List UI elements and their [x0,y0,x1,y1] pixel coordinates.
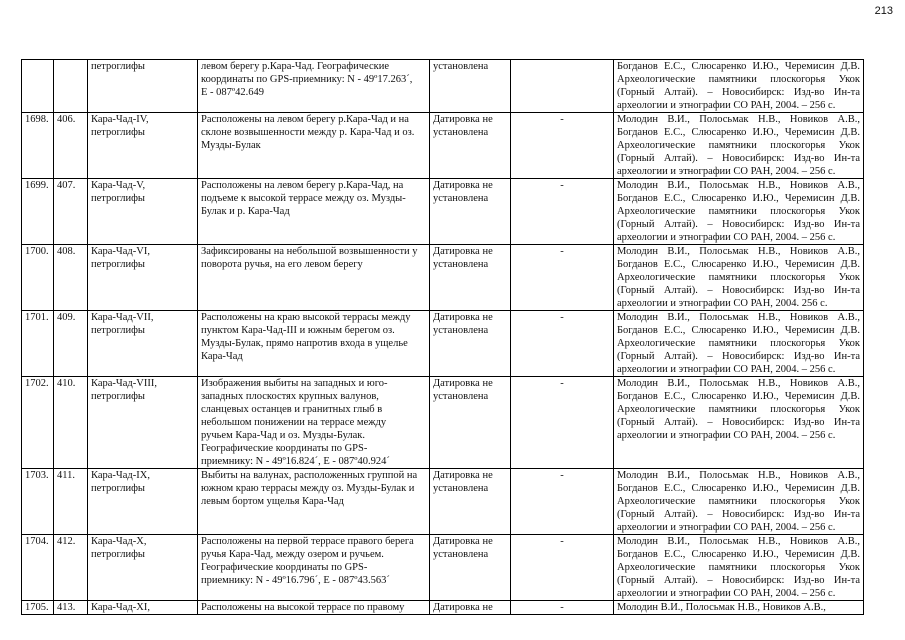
table-row [22,60,864,113]
reference-cell [614,113,864,179]
cell-text-line: Богданов Е.С., Слюсаренко И.Ю., Черемисин Д.В. [617,61,860,72]
cell-text-line: координаты по GPS-приемнику: N - 49º17.263´, [201,74,413,85]
table-row [22,179,864,245]
cell-text-line: Кара-Чад-VI, [91,246,150,257]
cell-text-line: приемнику: N - 49º16.824´, E - 087º40.924´ [201,456,390,467]
cell-text: 409. [57,312,76,323]
dating-cell [430,601,511,615]
dating-cell [430,469,511,535]
cell-text-line: Датировка не [433,536,493,547]
cell-text: - [560,536,564,547]
monument-name-cell [88,60,198,113]
cell-text-line: (Горный Алтай). – Новосибирск: Изд-во Ин-та [617,285,860,296]
cell-text-line: установлена [433,549,489,560]
cell-text-line: Географические координаты по GPS- [201,443,368,454]
cell-text-line: Датировка не [433,378,493,389]
cell-text: 1704. [25,536,49,547]
cell-text-line: археологии и этнографии СО РАН, 2004. – 256 с. [617,588,836,599]
cell-text-line: Зафиксированы на небольшой возвышенности у [201,246,418,257]
dash-cell [511,377,614,469]
cell-text: 412. [57,536,76,547]
cell-text: - [560,470,564,481]
dating-cell [430,60,511,113]
cell-text-line: Датировка не [433,602,493,613]
dash-cell [511,469,614,535]
cell-text-line: Богданов Е.С., Слюсаренко И.Ю., Черемисин Д.В. [617,391,860,402]
cell-text-line: Археологические памятники плоскогорья Укок [617,496,860,507]
cell-text-line: Кара-Чад-XI, [91,602,150,613]
row-number-cell [22,311,54,377]
dash-cell [511,113,614,179]
cell-text-line: Музды-Булак [201,140,261,151]
row-number-cell [22,601,54,615]
location-description-cell [198,60,430,113]
row-subnumber-cell [54,60,88,113]
cell-text-line: Географические координаты по GPS- [201,562,368,573]
cell-text: 1703. [25,470,49,481]
cell-text-line: Молодин В.И., Полосьмак Н.В., Новиков А.В., [617,470,860,481]
row-number-cell [22,179,54,245]
cell-text: - [560,114,564,125]
table-row [22,469,864,535]
cell-text: - [560,312,564,323]
location-description-cell [198,113,430,179]
cell-text-line: Молодин В.И., Полосьмак Н.В., Новиков А.В., [617,180,860,191]
dash-cell [511,311,614,377]
location-description-cell [198,377,430,469]
cell-text: 413. [57,602,76,613]
cell-text-line: небольшом понижении на террасе между [201,417,387,428]
cell-text-line: Кара-Чад-VIII, [91,378,157,389]
reference-cell [614,311,864,377]
row-subnumber-cell [54,601,88,615]
location-description-cell [198,535,430,601]
table-row [22,311,864,377]
cell-text-line: археологии и этнографии СО РАН, 2004. – 256 с. [617,522,836,533]
table-row [22,601,864,615]
cell-text: 1699. [25,180,49,191]
cell-text-line: Булак и р. Кара-Чад [201,206,290,217]
monument-name-cell [88,311,198,377]
monument-name-cell [88,535,198,601]
cell-text-line: Археологические памятники плоскогорья Укок [617,206,860,217]
reference-cell [614,60,864,113]
reference-cell [614,377,864,469]
dating-cell [430,113,511,179]
cell-text-line: Датировка не [433,114,493,125]
cell-text-line: Богданов Е.С., Слюсаренко И.Ю., Черемисин Д.В. [617,549,860,560]
page-number: 213 [874,5,893,17]
cell-text-line: Богданов Е.С., Слюсаренко И.Ю., Черемисин Д.В. [617,483,860,494]
cell-text-line: (Горный Алтай). – Новосибирск: Изд-во Ин-та [617,219,860,230]
table-body [22,60,864,615]
monument-name-cell [88,469,198,535]
cell-text-line: Расположены на левом берегу р.Кара-Чад и на [201,114,409,125]
cell-text: 1698. [25,114,49,125]
cell-text-line: Молодин В.И., Полосьмак Н.В., Новиков А.В., [617,602,826,613]
row-number-cell [22,535,54,601]
cell-text-line: Кара-Чад [201,351,243,362]
reference-cell [614,179,864,245]
cell-text-line: установлена [433,127,489,138]
cell-text-line: археологии и этнографии СО РАН, 2004. – 256 с. [617,430,836,441]
cell-text-line: установлена [433,61,489,72]
cell-text-line: Изображения выбиты на западных и юго- [201,378,388,389]
dating-cell [430,179,511,245]
cell-text-line: Молодин В.И., Полосьмак Н.В., Новиков А.В., [617,378,860,389]
cell-text-line: Богданов Е.С., Слюсаренко И.Ю., Черемисин Д.В. [617,127,860,138]
cell-text: 1702. [25,378,49,389]
cell-text-line: поворота ручья, на его левом берегу [201,259,363,270]
reference-cell [614,535,864,601]
cell-text: 411. [57,470,75,481]
cell-text-line: Молодин В.И., Полосьмак Н.В., Новиков А.В., [617,246,860,257]
cell-text-line: археологии и этнографии СО РАН, 2004. – 256 с. [617,100,836,111]
table-row [22,113,864,179]
cell-text-line: Молодин В.И., Полосьмак Н.В., Новиков А.В., [617,536,860,547]
cell-text-line: установлена [433,193,489,204]
cell-text-line: Кара-Чад-X, [91,536,147,547]
cell-text-line: установлена [433,391,489,402]
monument-name-cell [88,245,198,311]
cell-text-line: Расположены на краю высокой террасы между [201,312,411,323]
cell-text-line: Кара-Чад-VII, [91,312,154,323]
location-description-cell [198,179,430,245]
row-subnumber-cell [54,113,88,179]
cell-text-line: Археологические памятники плоскогорья Укок [617,404,860,415]
cell-text-line: (Горный Алтай). – Новосибирск: Изд-во Ин-та [617,509,860,520]
cell-text-line: археологии и этнографии СО РАН, 2004. 256 с. [617,298,828,309]
cell-text: - [560,602,564,613]
cell-text-line: Кара-Чад-V, [91,180,146,191]
monument-register-table [21,59,864,615]
row-subnumber-cell [54,535,88,601]
reference-cell [614,245,864,311]
cell-text-line: археологии и этнографии СО РАН, 2004. – 256 с. [617,364,836,375]
dash-cell [511,60,614,113]
reference-cell [614,601,864,615]
cell-text-line: (Горный Алтай). – Новосибирск: Изд-во Ин-та [617,417,860,428]
row-number-cell [22,113,54,179]
table-row [22,377,864,469]
cell-text-line: Расположены на первой террасе правого берега [201,536,414,547]
cell-text-line: петроглифы [91,259,145,270]
row-subnumber-cell [54,245,88,311]
cell-text-line: Богданов Е.С., Слюсаренко И.Ю., Черемисин Д.В. [617,259,860,270]
cell-text-line: установлена [433,483,489,494]
cell-text: 1705. [25,602,49,613]
cell-text-line: петроглифы [91,325,145,336]
cell-text: 1700. [25,246,49,257]
cell-text-line: левым бортом ущелья Кара-Чад [201,496,344,507]
dating-cell [430,377,511,469]
cell-text-line: пунктом Кара-Чад-III и южным берегом оз. [201,325,395,336]
monument-name-cell [88,113,198,179]
reference-cell [614,469,864,535]
cell-text-line: южном краю террасы между оз. Музды-Булак и [201,483,415,494]
row-number-cell [22,60,54,113]
cell-text-line: Выбиты на валунах, расположенных группой на [201,470,418,481]
cell-text-line: археологии и этнографии СО РАН, 2004. – 256 с. [617,166,836,177]
row-number-cell [22,469,54,535]
cell-text-line: петроглифы [91,193,145,204]
cell-text-line: петроглифы [91,483,145,494]
cell-text-line: склоне возвышенности между р. Кара-Чад и оз. [201,127,415,138]
dating-cell [430,311,511,377]
dash-cell [511,535,614,601]
cell-text-line: петроглифы [91,549,145,560]
cell-text-line: Расположены на левом берегу р.Кара-Чад, на [201,180,404,191]
cell-text-line: Расположены на высокой террасе по правому [201,602,405,613]
monument-name-cell [88,377,198,469]
cell-text-line: сланцевых останцев и гранитных глыб в [201,404,383,415]
cell-text-line: петроглифы [91,127,145,138]
location-description-cell [198,601,430,615]
table-row [22,245,864,311]
cell-text: - [560,246,564,257]
cell-text: 410. [57,378,76,389]
cell-text: 406. [57,114,76,125]
location-description-cell [198,469,430,535]
cell-text-line: Музды-Булак, прямо напротив входа в ущелье [201,338,408,349]
location-description-cell [198,245,430,311]
cell-text-line: Датировка не [433,470,493,481]
cell-text-line: Кара-Чад-IV, [91,114,149,125]
cell-text: 408. [57,246,76,257]
cell-text-line: Археологические памятники плоскогорья Укок [617,272,860,283]
cell-text-line: приемнику: N - 49º16.796´, E - 087º43.563´ [201,575,390,586]
row-subnumber-cell [54,469,88,535]
cell-text-line: (Горный Алтай). – Новосибирск: Изд-во Ин-та [617,87,860,98]
dash-cell [511,179,614,245]
cell-text-line: Датировка не [433,312,493,323]
row-subnumber-cell [54,179,88,245]
cell-text-line: установлена [433,259,489,270]
cell-text-line: Богданов Е.С., Слюсаренко И.Ю., Черемисин Д.В. [617,325,860,336]
cell-text-line: Молодин В.И., Полосьмак Н.В., Новиков А.В., [617,312,860,323]
table-row [22,535,864,601]
cell-text: 1701. [25,312,49,323]
row-number-cell [22,245,54,311]
cell-text-line: Богданов Е.С., Слюсаренко И.Ю., Черемисин Д.В. [617,193,860,204]
cell-text-line: Археологические памятники плоскогорья Укок [617,140,860,151]
cell-text-line: Кара-Чад-IX, [91,470,150,481]
cell-text-line: петроглифы [91,61,145,72]
dating-cell [430,245,511,311]
cell-text-line: Датировка не [433,180,493,191]
row-number-cell [22,377,54,469]
cell-text-line: Датировка не [433,246,493,257]
cell-text: - [560,378,564,389]
monument-name-cell [88,179,198,245]
row-subnumber-cell [54,311,88,377]
cell-text-line: подъеме к высокой террасе между оз. Музды- [201,193,406,204]
cell-text-line: ручья Кара-Чад, между озером и ручьем. [201,549,384,560]
cell-text-line: археологии и этнографии СО РАН, 2004. – 256 с. [617,232,836,243]
row-subnumber-cell [54,377,88,469]
cell-text-line: (Горный Алтай). – Новосибирск: Изд-во Ин-та [617,575,860,586]
cell-text: - [560,180,564,191]
cell-text-line: Археологические памятники плоскогорья Укок [617,338,860,349]
cell-text-line: установлена [433,325,489,336]
cell-text-line: (Горный Алтай). – Новосибирск: Изд-во Ин-та [617,153,860,164]
cell-text-line: Молодин В.И., Полосьмак Н.В., Новиков А.В., [617,114,860,125]
cell-text-line: (Горный Алтай). – Новосибирск: Изд-во Ин-та [617,351,860,362]
dash-cell [511,601,614,615]
cell-text-line: западных плоскостях крупных валунов, [201,391,379,402]
cell-text-line: левом берегу р.Кара-Чад. Географические [201,61,390,72]
cell-text-line: Археологические памятники плоскогорья Укок [617,562,860,573]
location-description-cell [198,311,430,377]
cell-text-line: ручьем Кара-Чад и оз. Музды-Булак. [201,430,365,441]
cell-text-line: E - 087º42.649 [201,87,265,98]
cell-text: 407. [57,180,76,191]
cell-text-line: Археологические памятники плоскогорья Укок [617,74,860,85]
monument-name-cell [88,601,198,615]
dating-cell [430,535,511,601]
dash-cell [511,245,614,311]
cell-text-line: петроглифы [91,391,145,402]
